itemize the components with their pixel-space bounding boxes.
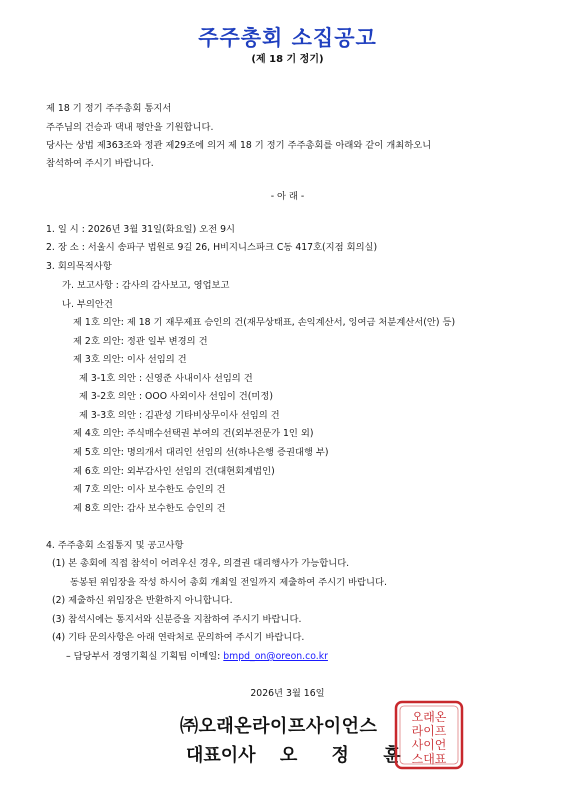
meeting-place: 2. 장 소 : 서울시 송파구 법원로 9길 26, H비지니스파크 C동 417호(지점 회의실): [46, 242, 378, 253]
intro-line-2: 주주님의 건승과 댁내 평안을 기원합니다.: [46, 122, 214, 133]
ceo-name-char: 정: [331, 745, 349, 766]
notice-heading: 4. 주주총회 소집통지 및 공고사항: [46, 540, 184, 551]
agenda-item: 제 2호 의안: 정관 일부 변경의 건: [73, 336, 208, 347]
page-subtitle: (제 18 기 정기): [251, 54, 324, 65]
contact-email-link[interactable]: bmpd_on@oreon.co.kr: [223, 651, 328, 662]
agenda-item: 제 8호 의안: 감사 보수한도 승인의 건: [73, 503, 226, 514]
agenda-item: 제 4호 의안: 주식매수선택권 부여의 건(외부전문가 1인 외): [73, 428, 314, 439]
seal-text: 라이프: [411, 724, 447, 738]
notice-item: (2) 제출하신 위임장은 반환하지 아니합니다.: [52, 595, 233, 606]
page-title: 주주총회 소집공고: [198, 26, 377, 50]
company-name: ㈜오래온라이프사이언스: [180, 716, 378, 737]
notice-item: 동봉된 위임장을 작성 하시어 총회 개최일 전일까지 제출하여 주시기 바랍니다.: [70, 577, 387, 588]
company-seal-stamp: [394, 700, 464, 770]
agenda-item: 제 3-3호 의안 : 김관성 기타비상무이사 선임의 건: [79, 410, 280, 421]
notice-item: (4) 기타 문의사항은 아래 연락처로 문의하여 주시기 바랍니다.: [52, 632, 305, 643]
agenda-item: 제 3호 의안: 이사 선임의 건: [73, 354, 187, 365]
contact-label: – 담당부서 경영기획실 기획팀 이메일:: [66, 651, 224, 662]
intro-line-1: 제 18 기 정기 주주총회 통지서: [46, 103, 172, 114]
seal-text: 오래온: [411, 710, 447, 724]
ceo-signature: [186, 741, 401, 767]
seal-text: 사이언: [411, 738, 447, 752]
agenda-item: 제 7호 의안: 이사 보수한도 승인의 건: [73, 484, 226, 495]
notice-item: (3) 참석시에는 통지서와 신분증을 지참하여 주시기 바랍니다.: [52, 614, 302, 625]
agenda-item: 제 6호 의안: 외부감사인 선임의 건(대현회계법인): [73, 466, 275, 477]
below-heading: - 아 래 -: [270, 191, 305, 202]
contact-line: [66, 651, 328, 663]
intro-line-3: 당사는 상법 제363조와 정관 제29조에 의거 제 18 기 정기 주주총회를 아래와 같이 개최하오니: [46, 140, 432, 151]
agenda-item: 제 3-2호 의안 : OOO 사외이사 선임이 건(미정): [79, 391, 273, 402]
notice-item: (1) 본 총회에 직접 참석이 어려우신 경우, 의결권 대리행사가 가능합니다.: [52, 558, 350, 569]
seal-text: 스대표: [411, 752, 447, 766]
purpose-heading: 3. 회의목적사항: [46, 261, 112, 272]
agenda-item: 제 5호 의안: 명의개서 대리인 선임의 선(하나은행 증권대행 부): [73, 447, 329, 458]
ceo-name-char: 훈: [383, 745, 401, 766]
ceo-name-char: 오: [279, 745, 298, 766]
intro-line-4: 참석하여 주시기 바랍니다.: [46, 158, 154, 169]
ceo-title: 대표이사: [186, 745, 256, 766]
agenda-item: 제 1호 의안: 제 18 기 재무제표 승인의 건(재무상태표, 손익계산서, 잉여금 처분계산서(안) 등): [73, 317, 456, 328]
report-items: 가. 보고사항 : 감사의 감사보고, 영업보고: [62, 280, 230, 291]
meeting-date: 1. 일 시 : 2026년 3월 31일(화요일) 오전 9시: [46, 224, 236, 235]
agenda-item: 제 3-1호 의안 : 신영준 사내이사 선임의 건: [79, 373, 253, 384]
issue-date: 2026년 3월 16일: [250, 688, 325, 699]
agenda-heading: 나. 부의안건: [62, 299, 113, 310]
